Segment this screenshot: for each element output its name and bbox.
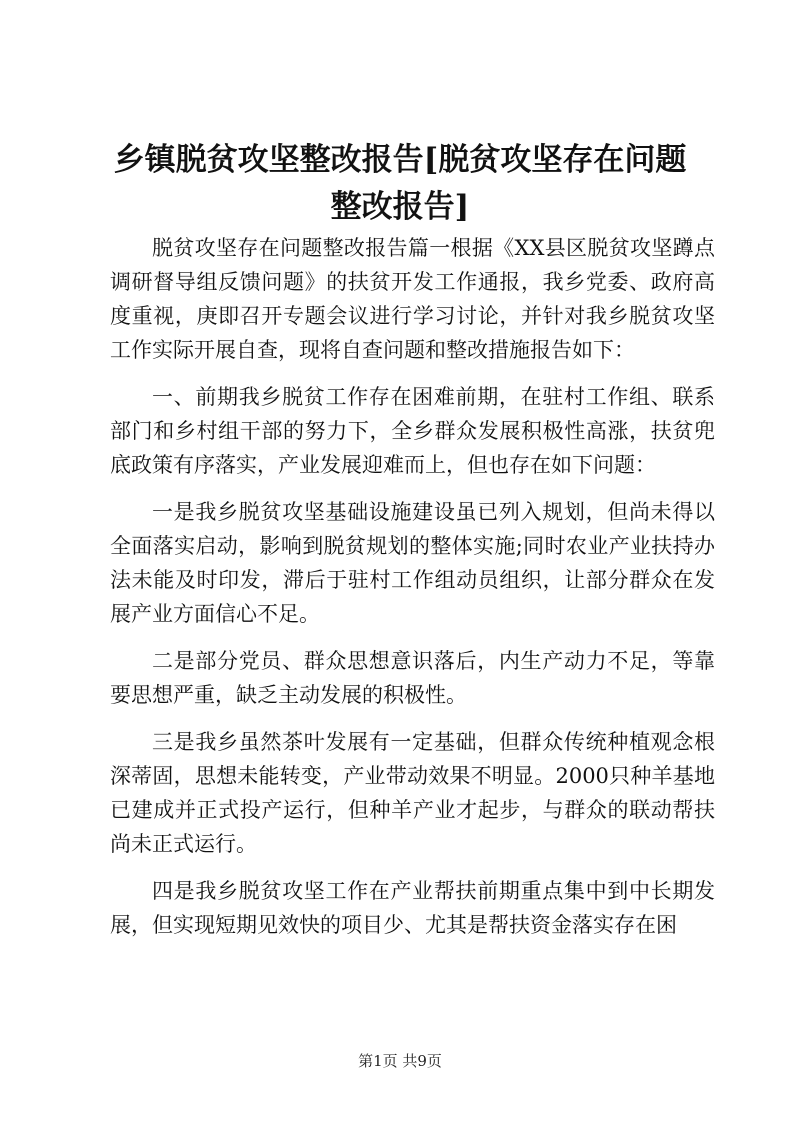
document-body <box>110 231 715 955</box>
paragraph-intro: 脱贫攻坚存在问题整改报告篇一根据《XX县区脱贫攻坚蹲点调研督导组反馈问题》的扶贫开发工作通报，我乡党委、政府高度重视，庚即召开专题会议进行学习讨论，并针对我乡脱贫攻坚工作实际开展自查，现将自查问题和整改措施报告如下： <box>110 236 715 362</box>
paragraph-issue-two: 二是部分党员、群众思想意识落后，内生产动力不足，等靠要思想严重，缺乏主动发展的积极性。 <box>110 649 715 707</box>
paragraph-issue-four: 四是我乡脱贫攻坚工作在产业帮扶前期重点集中到中长期发展，但实现短期见效快的项目少、尤其是帮扶资金落实存在困 <box>110 879 715 937</box>
page-footer: 第1页 共9页 <box>358 1052 442 1070</box>
document-title: 乡镇脱贫攻坚整改报告[脱贫攻坚存在问题整改报告] <box>113 142 687 225</box>
paragraph-issue-three: 三是我乡虽然茶叶发展有一定基础，但群众传统种植观念根深蒂固，思想未能转变，产业带动效果不明显。2000只种羊基地已建成并正式投产运行，但种羊产业才起步，与群众的联动帮扶尚未正式运行。 <box>110 730 715 856</box>
paragraph-issue-one: 一是我乡脱贫攻坚基础设施建设虽已列入规划，但尚未得以全面落实启动，影响到脱贫规划的整体实施;同时农业产业扶持办法未能及时印发，滞后于驻村工作组动员组织，让部分群众在发展产业方面信心不足。 <box>110 500 715 626</box>
paragraph-section-one: 一、前期我乡脱贫工作存在困难前期，在驻村工作组、联系部门和乡村组干部的努力下，全乡群众发展积极性高涨，扶贫兜底政策有序落实，产业发展迎难而上，但也存在如下问题： <box>110 385 715 477</box>
